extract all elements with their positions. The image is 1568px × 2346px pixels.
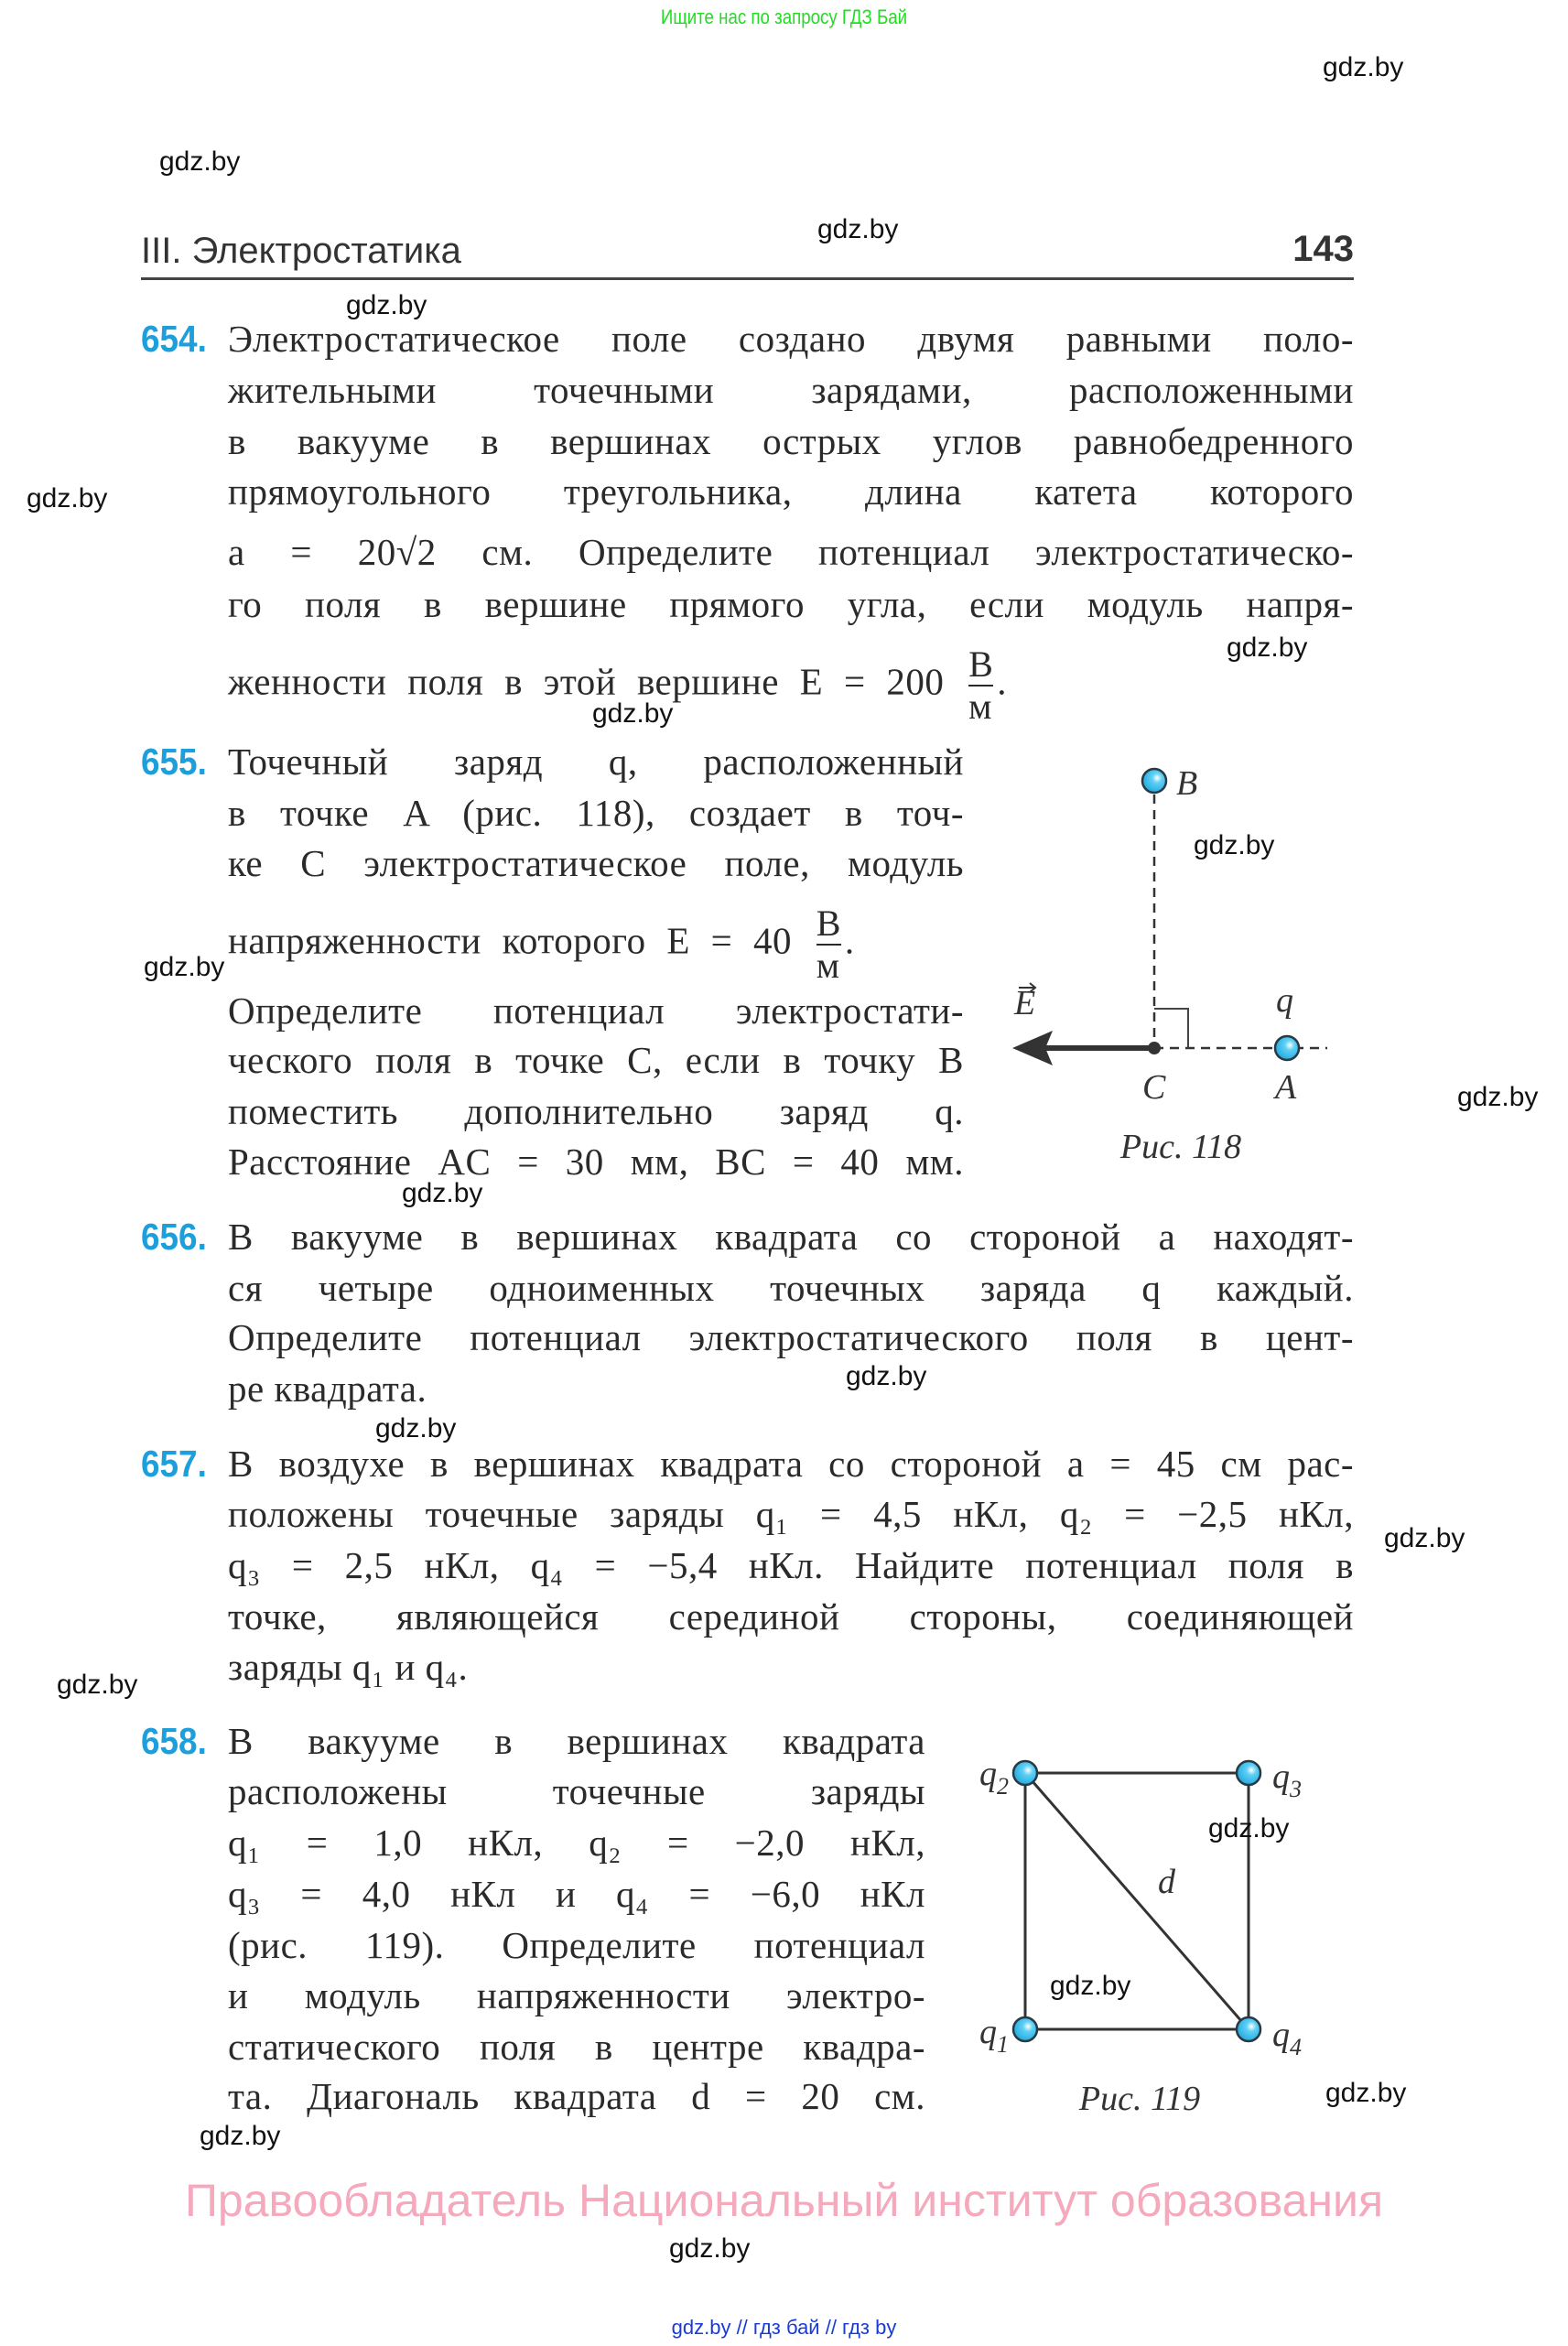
problem-text-line: В вакууме в вершинах квадрата [228,1720,925,1762]
fraction-denominator: м [816,945,840,986]
label-q4: $q_4$ [1272,2016,1302,2060]
page-number: 143 [1292,229,1354,269]
problem-text-line: Электростатическое поле создано двумя равными поло- [228,318,1354,360]
watermark: gdz.by [846,1361,927,1391]
problem-text-line: Определите потенциал электростати- [228,989,964,1032]
watermark: gdz.by [144,952,225,982]
problem-number: 657. [141,1443,207,1485]
right-angle-mark [1154,1009,1188,1048]
watermark: gdz.by [159,146,241,177]
problem-text-line: В вакууме в вершинах квадрата со стороной a находят- [228,1216,1354,1258]
problem-text-line: ся четыре одноименных точечных заряда q каждый. [228,1267,1354,1309]
problem-text-line: расположены точечные заряды [228,1770,925,1812]
copyright-notice: Правообладатель Национальный институт образования [184,2175,1384,2226]
problem-text-line: q₃ = 4,0 нКл и q₄ = −6,0 нКл [228,1873,925,1915]
charge-a [1275,1036,1299,1060]
watermark: gdz.by [57,1670,138,1700]
charge-q4 [1237,2017,1260,2041]
problem-text-line: в вакууме в вершинах острых углов равнобедренного [228,420,1354,462]
problem-text-line: точке, являющейся серединой стороны, соединяющей [228,1595,1354,1638]
label-q1: $q_1$ [979,2013,1009,2058]
text-segment: напряженности которого E = 40 [228,919,792,962]
problem-text-line: q₃ = 2,5 нКл, q₄ = −5,4 нКл. Найдите потенциал поля в [228,1544,1354,1586]
fraction-numerator: В [968,643,994,685]
watermark: gdz.by [1384,1523,1465,1553]
label-e: E [1014,984,1036,1022]
problem-text-line: ке C электростатическое поле, модуль [228,842,964,884]
problem-text-line: Расстояние AC = 30 мм, BC = 40 мм. [228,1141,964,1183]
text-tail: . [997,660,1008,703]
problem-text-line: и модуль напряженности электро- [228,1974,925,2016]
label-c: C [1142,1068,1166,1107]
problem-text-line: ре квадрата. [228,1368,427,1410]
watermark: gdz.by [346,290,427,320]
problem-text-line: Точечный заряд q, расположенный [228,741,964,783]
watermark: gdz.by [375,1413,457,1443]
section-title: III. Электростатика [141,231,461,271]
problem-text-line: (рис. 119). Определите потенциал [228,1924,925,1966]
problem-text-line: a = 20√2 см. Определите потенциал электростатическо- [228,531,1354,573]
watermark: gdz.by [592,698,674,729]
problem-text-line: В воздухе в вершинах квадрата со стороной a = 45 см рас- [228,1443,1354,1485]
figure-119 [979,1755,1302,2118]
watermark: gdz.by [1325,2078,1407,2108]
watermark: gdz.by [1457,1082,1539,1112]
watermark: gdz.by [817,214,899,244]
label-d: d [1158,1863,1175,1901]
problem-text-line: в точке A (рис. 118), создает в точ- [228,792,964,834]
problem-text-line: положены точечные заряды q₁ = 4,5 нКл, q₂ = −2,5 нКл, [228,1493,1354,1535]
footer-links[interactable]: gdz.by // гдз бай // гдз by [671,2316,897,2339]
problem-text-line: та. Диагональ квадрата d = 20 см. [228,2075,925,2117]
problem-text-line: Определите потенциал электростатического поля в цент- [228,1316,1354,1358]
watermark: gdz.by [27,483,108,514]
problem-text-line: жительными точечными зарядами, расположенными [228,369,1354,411]
watermark: gdz.by [1227,632,1308,663]
problem-text-line: заряды q₁ и q₄. [228,1646,469,1688]
problem-number: 655. [141,741,207,783]
fraction-denominator: м [968,686,992,727]
problem-text-line: ческого поля в точке C, если в точку B [228,1039,964,1081]
fraction-numerator: В [816,903,841,944]
watermark: gdz.by [669,2233,751,2264]
problem-number: 656. [141,1216,207,1258]
watermark: gdz.by [200,2121,281,2151]
charge-q2 [1013,1761,1037,1785]
problem-text-line: поместить дополнительно заряд q. [228,1090,964,1132]
label-a: A [1275,1068,1297,1107]
problem-number: 658. [141,1720,207,1762]
label-q: q [1276,981,1293,1020]
figure-118-caption: Рис. 118 [1119,1128,1242,1166]
charge-q1 [1013,2017,1037,2041]
watermark: gdz.by [1194,830,1275,860]
label-b: B [1176,764,1198,803]
problem-text-line: статического поля в центре квадра- [228,2026,925,2068]
charge-b [1142,769,1166,793]
point-c [1148,1042,1161,1054]
charge-q3 [1237,1761,1260,1785]
watermark: gdz.by [1323,52,1404,82]
label-q2: $q_2$ [979,1755,1009,1800]
problem-text-line: прямоугольного треугольника, длина катета которого [228,470,1354,513]
figure-119-caption: Рис. 119 [1078,2080,1201,2118]
watermark: gdz.by [1050,1971,1131,2001]
label-q3: $q_3$ [1272,1757,1302,1802]
watermark: gdz.by [402,1178,483,1208]
text-tail: . [844,919,855,962]
watermark: gdz.by [1208,1813,1290,1843]
problem-number: 654. [141,318,207,360]
text-segment: женности поля в этой вершине E = 200 [228,660,945,703]
problem-text-line: го поля в вершине прямого угла, если модуль напря- [228,583,1354,625]
search-hint: Ищите нас по запросу ГДЗ Бай [660,5,908,28]
figure-118 [1012,764,1327,1166]
problem-text-line: q₁ = 1,0 нКл, q₂ = −2,0 нКл, [228,1822,925,1864]
